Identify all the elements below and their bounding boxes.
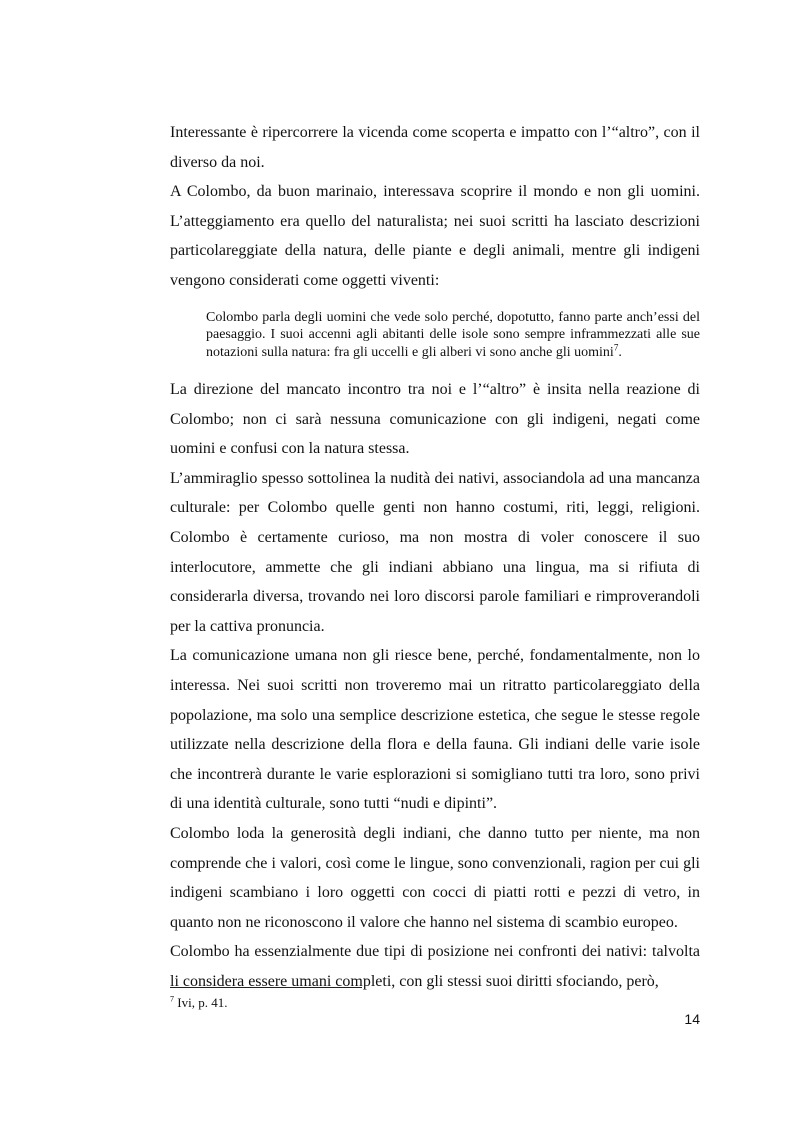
page-body	[170, 118, 700, 997]
paragraph-3: La direzione del mancato incontro tra noi e l’“altro” è insita nella reazione di Colombo; non ci sarà nessuna comunicazione con gli indigeni, negati come uomini e confusi con la natura stessa.	[170, 381, 700, 458]
footnote-reference[interactable]: 7	[613, 341, 619, 352]
footnote	[170, 995, 227, 1011]
footnote-text: Ivi, p. 41.	[174, 995, 228, 1010]
page-number: 14	[684, 1011, 700, 1027]
paragraph-2: A Colombo, da buon marinaio, interessava scoprire il mondo e non gli uomini. L’atteggiamento era quello del naturalista; nei suoi scritti ha lasciato descrizioni particolareggiate della natura, delle piante e degli animali, mentre gli indigeni vengono considerati come oggetti viventi:	[170, 183, 700, 289]
paragraph-1: Interessante è ripercorrere la vicenda come scoperta e impatto con l’“altro”, con il diverso da noi.	[170, 124, 700, 171]
paragraph-5: La comunicazione umana non gli riesce bene, perché, fondamentalmente, non lo interessa. Nei suoi scritti non troveremo mai un ritratto particolareggiato della popolazione, ma solo una semplice descrizione estetica, che segue le stesse regole utilizzate nella descrizione della flora e della fauna. Gli indiani delle varie isole che incontrerà durante le varie esplorazioni si somigliano tutti tra loro, sono privi di una identità culturale, sono tutti “nudi e dipinti”.	[170, 647, 700, 813]
quote-text: Colombo parla degli uomini che vede solo perché, dopotutto, fanno parte anch’essi del paesaggio. I suoi accenni agli abitanti delle isole sono sempre inframmezzati alle sue notazioni sulla natura: fra gli uccelli e gli alberi vi sono anche gli uomini	[206, 309, 700, 360]
footnote-number: 7	[170, 994, 174, 1004]
paragraph-7: Colombo ha essenzialmente due tipi di posizione nei confronti dei nativi: talvolta li considera essere umani completi, con gli stessi suoi diritti sfociando, però,	[170, 943, 700, 990]
footnote-divider	[170, 987, 362, 988]
quote-end: .	[618, 344, 622, 360]
block-quote	[206, 309, 700, 362]
paragraph-6: Colombo loda la generosità degli indiani, che danno tutto per niente, ma non comprende che i valori, così come le lingue, sono convenzionali, ragion per cui gli indigeni scambiano i loro oggetti con cocci di piatti rotti e pezzi di vetro, in quanto non ne riconoscono il valore che hanno nel sistema di scambio europeo.	[170, 824, 700, 931]
paragraph-4: L’ammiraglio spesso sottolinea la nudità dei nativi, associandola ad una mancanza culturale: per Colombo quelle genti non hanno costumi, riti, leggi, religioni. Colombo è certamente curioso, ma non mostra di voler conoscere il suo interlocutore, ammette che gli indiani abbiano una lingua, ma si rifiuta di considerarla diversa, trovando nei loro discorsi parole familiari e rimproverandoli per la cattiva pronuncia.	[170, 469, 700, 635]
